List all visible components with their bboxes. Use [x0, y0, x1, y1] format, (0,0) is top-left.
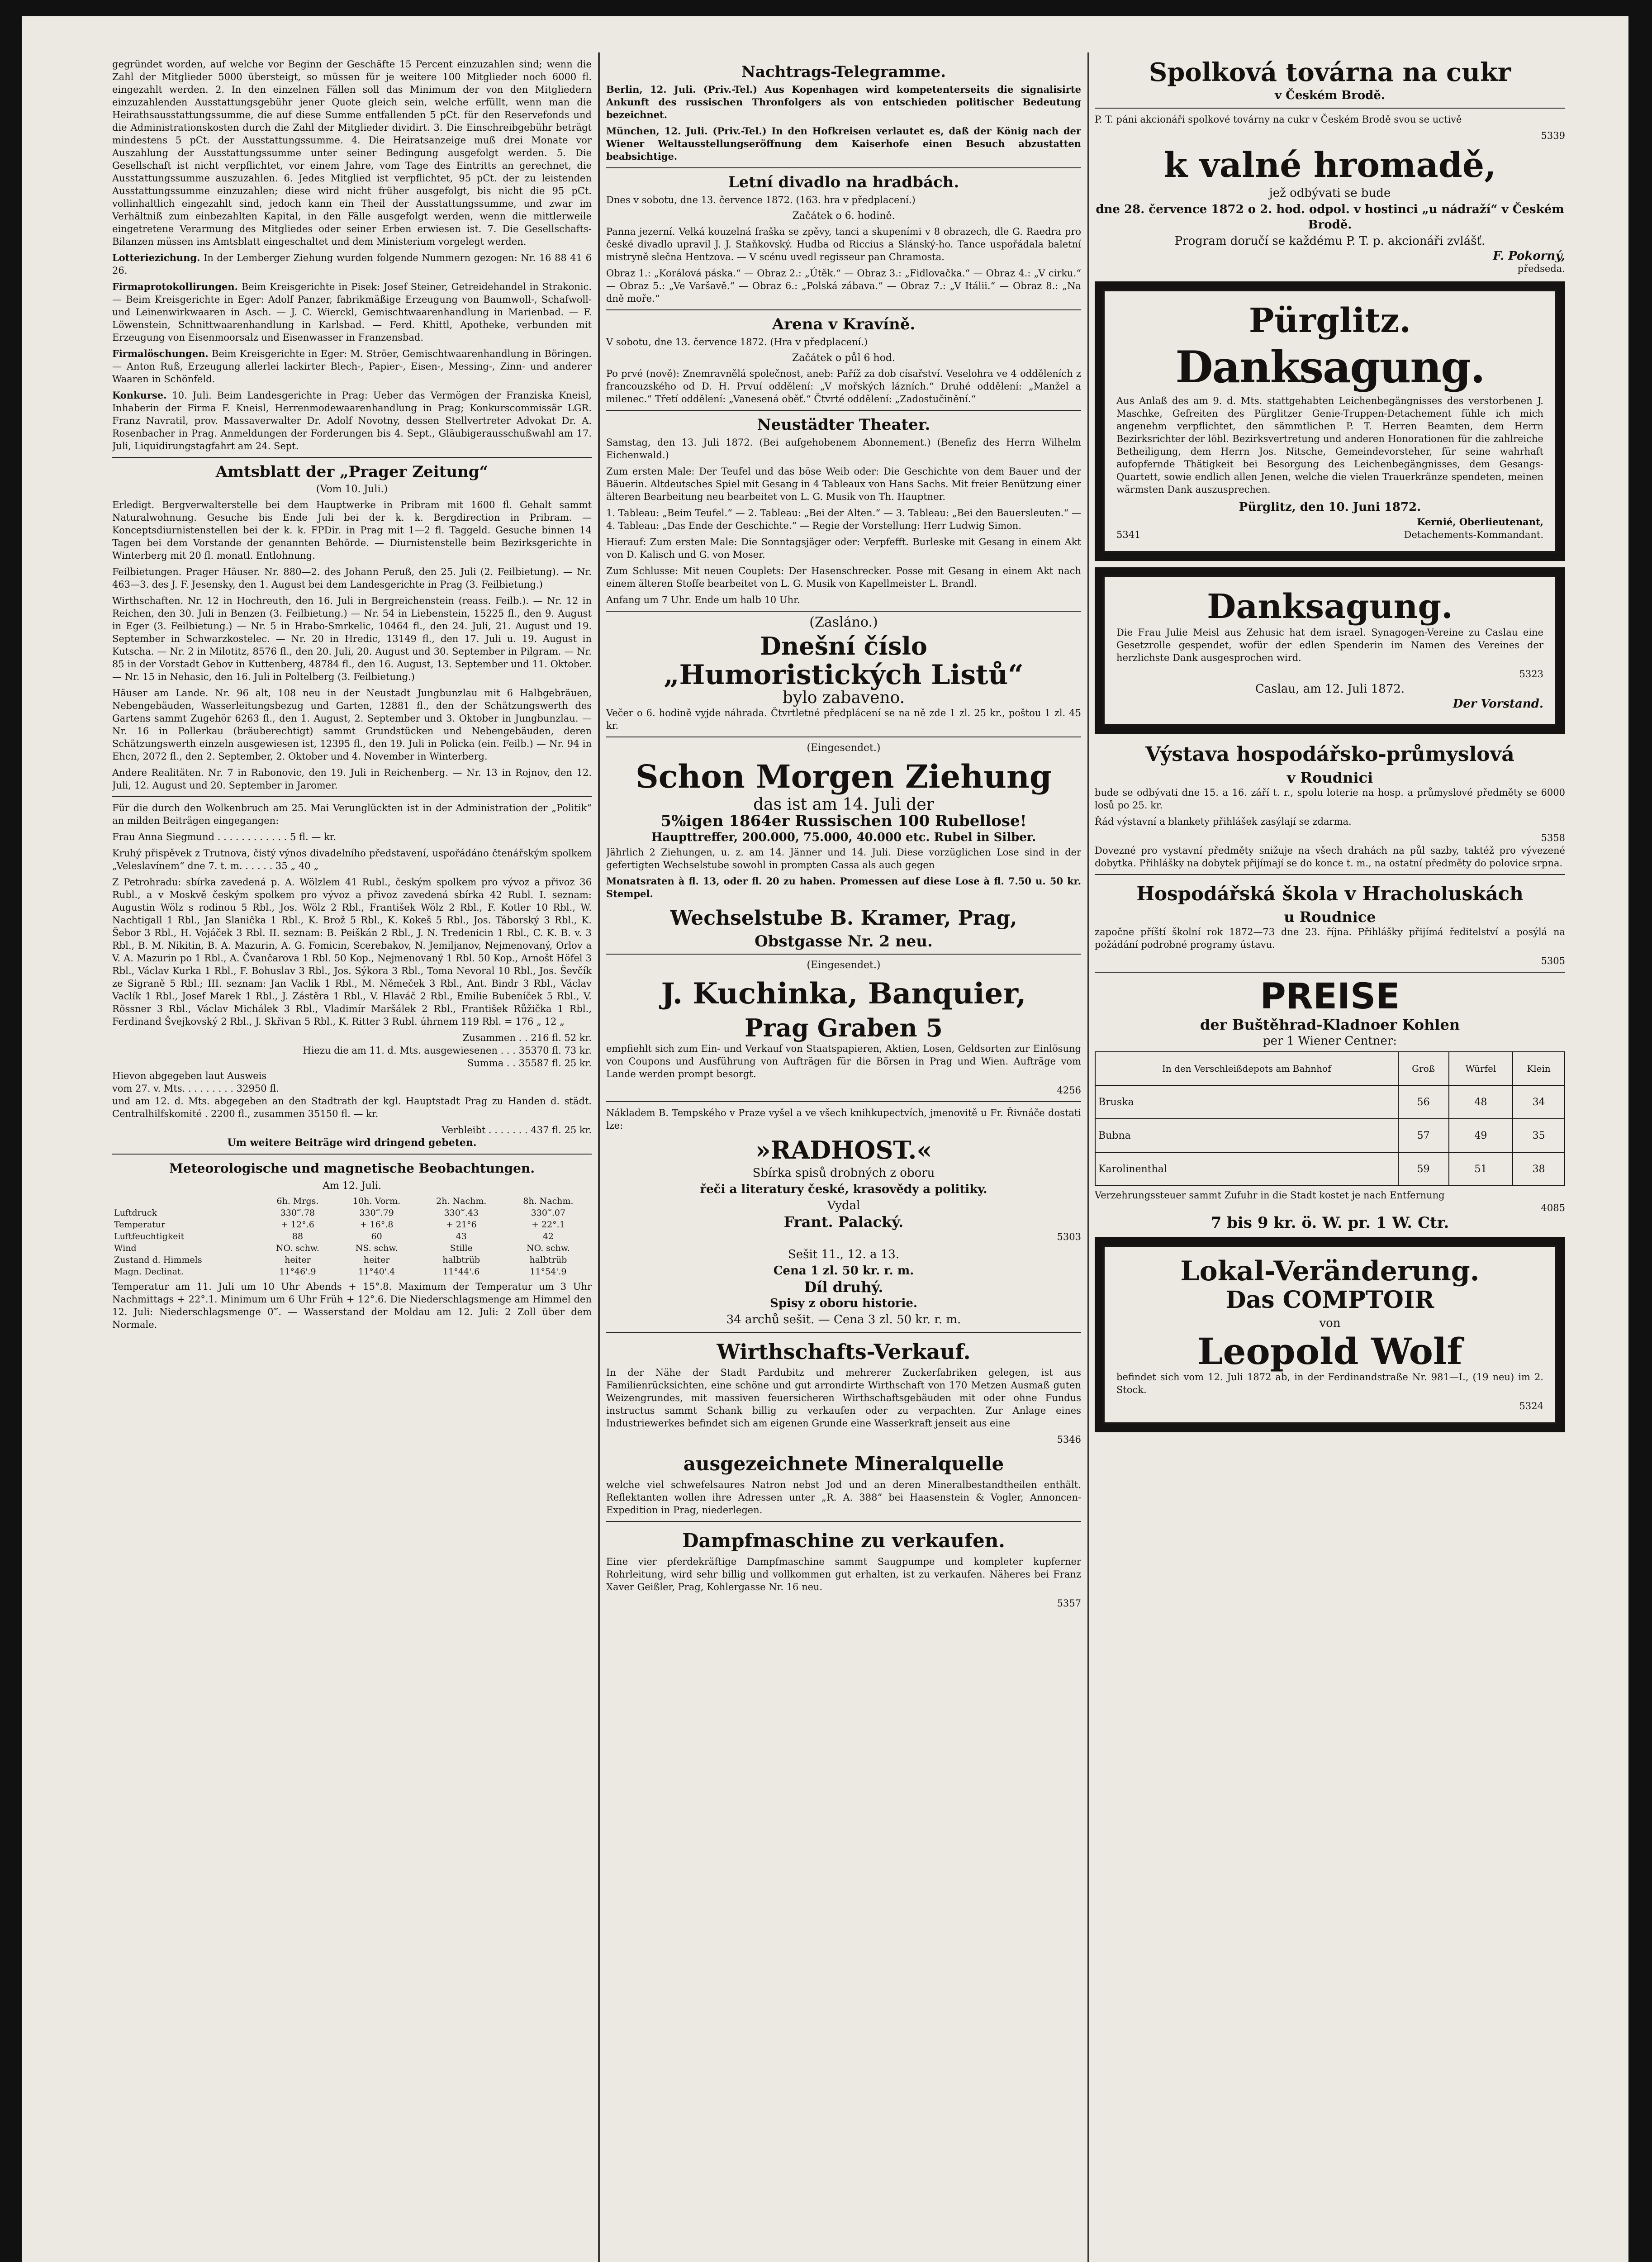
danksagung-text: Aus Anlaß des am 9. d. Mts. stattgehabten Leichenbegängnisses des verstorbenen J. Maschke, Gefreiten des Pürglitzer Genie-Truppen-Detachement fühle ich mich angenehm verpflichtet, den sämmtlichen P. T. Herren Beamten, dem Herrn Bezirksrichter der löbl. Bezirksvertretung und anderen Honorationen für die zahlreiche Betheiligung, dem Herrn Jos. Nitsche, Gemeindevorsteher, für seine wahrhaft aufopfernde Thätigkeit bei Besorgung des Leichenbegängnisses, dem Gesangs-Quartett, sowie endlich allen Jenen, welche die vielen Trauerkränze spendeten, meinen wärmsten Dank auszusprechen. [1116, 395, 1543, 495]
price-cell: 38 [1513, 1152, 1565, 1186]
lokal-text: befindet sich vom 12. Juli 1872 ab, in der Ferdinandstraße Nr. 981—I., (19 neu) im 2. Stock. [1116, 1372, 1543, 1395]
price-table [1095, 1051, 1565, 1186]
hospodarska-number: 5305 [1541, 955, 1565, 966]
per-centner: per 1 Wiener Centner: [1263, 1034, 1397, 1048]
loeschung-text: Beim Kreisgerichte in Eger: M. Ströer, Gemischtwaarenhandlung in Böringen. — Anton Ruß, Erzeugung allerlei lackirter Blech-, Papier-, Eisen-, Messing-, Zinn- und anderer Waaren in Schönfeld. [112, 348, 592, 385]
hospodarska-heading: Hospodářská škola v Hracholuskách [1136, 883, 1524, 905]
purglitz-heading: Pürglitz. [1248, 301, 1411, 340]
comptoir-heading: Das COMPTOIR [1225, 1286, 1434, 1314]
arena-title: Arena v Kravíně. [772, 315, 916, 333]
divider [606, 1521, 1081, 1522]
humoristicke-heading: „Humoristických Listů“ [664, 659, 1024, 691]
wirthschaft-number: 5346 [1057, 1434, 1081, 1445]
realitaeten-text: Andere Realitäten. Nr. 7 in Rabonovic, den 19. Juli in Reichenberg. — Nr. 13 in Rojnov, den 12. Juli, 12. August und 20. September in Jaromer. [112, 767, 592, 791]
divider [606, 611, 1081, 612]
meteo-header-row [112, 1195, 592, 1207]
nakladem-text: Nákladem B. Tempského v Praze vyšel a ve všech knihkupectvích, jmenovitě u Fr. Řivnáče dostati lze: [606, 1107, 1081, 1131]
spolkova-role: předseda. [1517, 263, 1565, 274]
konkurs-paragraph [112, 389, 592, 452]
amtsblatt-text: Erledigt. Bergverwalterstelle bei dem Hauptwerke in Pribram mit 1600 fl. Gehalt sammt Naturalwohnung. Gesuche bis Ende Juli bei der k. k. Bergdirection in Pribram. — Konceptsdiurnistenstellen bei der k. k. FPDir. in Prag mit 1—2 fl. Taggeld. Gesuche binnen 14 Tagen bei dem Vorstande der genannten Behörde. — Diurnistenstelle beim Bezirksgerichte in Winterberg mit 20 fl. monatl. Entlohnung. [112, 499, 592, 561]
leopold-wolf: Leopold Wolf [1197, 1330, 1462, 1373]
price-cell: Karolinenthal [1095, 1152, 1398, 1186]
lokal-heading: Lokal-Veränderung. [1180, 1255, 1480, 1287]
spolkova-text: P. T. páni akcionáři spolkové továrny na cukr v Českém Brodě svou se uctivě [1095, 114, 1462, 125]
purglitz-ad [1095, 281, 1565, 561]
meteo-header: 10h. Vorm. [353, 1196, 401, 1206]
protokoll-text: Beim Kreisgerichte in Pisek: Josef Steiner, Getreidehandel in Strakonic. — Beim Kreisgerichte in Eger: Adolf Panzer, fabrikmäßige Erzeugung von Baumwoll-, Schafwoll- und Leinenwirkwaaren in Asch. — J. C. Wierckl, Gemischtwaarenhandlung in Marienbad. — F. Löwenstein, Schnittwaarenhandlung in Karlsbad. — Ferd. Khittl, Apotheke, verbunden mit Erzeugung von Eisenmoorsalz und Eisenwasser in Franzensbad. [112, 281, 592, 343]
protokoll-paragraph [112, 280, 592, 344]
palacky: Frant. Palacký. [783, 1213, 904, 1231]
vystava-number: 5358 [1541, 832, 1565, 843]
vystava-text-2: Řád výstavní a blankety přihlášek zasýlají se zdarma. [1095, 816, 1352, 827]
meteo-cell: 330‴.07 [531, 1208, 566, 1218]
price-header-row [1095, 1052, 1565, 1085]
donation-appeal: Um weitere Beiträge wird dringend gebeten. [227, 1137, 477, 1149]
konkurs-label: Konkurse. [112, 390, 167, 401]
meteo-title: Meteorologische und magnetische Beobachtungen. [169, 1161, 535, 1176]
eingesendet-label: (Eingesendet.) [807, 742, 881, 754]
telegram-berlin: Berlin, 12. Juli. (Priv.-Tel.) Aus Kopenhagen wird kompetenterseits die signalisirte Ankunft des russischen Thronfolgers als von entschieden politischer Bedeutung bezeichnet. [606, 84, 1081, 120]
meteo-notes: Temperatur am 11. Juli um 10 Uhr Abends + 15°.8. Maximum der Temperatur um 3 Uhr Nachmittags + 22°.1. Minimum um 6 Uhr Früh + 12°.6. Die Niederschlagsmenge am Himmel den 12. Juli: Niederschlagsmenge 0‴. — Wasserstand der Moldau am 12. Juli: 2 Zoll über dem Normale. [112, 1281, 592, 1330]
price-row [1095, 1085, 1565, 1119]
lottery-text: In der Lemberger Ziehung wurden folgende Nummern gezogen: Nr. 16 88 41 6 26. [112, 252, 592, 276]
price-cell: Bruska [1095, 1085, 1398, 1119]
divider [1095, 874, 1565, 875]
meteo-row [112, 1254, 592, 1266]
divider [1095, 972, 1565, 973]
divider [112, 457, 592, 458]
donation-hievon: Hievon abgegeben laut Ausweis [112, 1070, 267, 1081]
price-cell: 56 [1398, 1085, 1449, 1119]
dampfmaschine-heading: Dampfmaschine zu verkaufen. [682, 1530, 1005, 1552]
spolkova-heading: Spolková továrna na cukr [1149, 58, 1511, 87]
zufuhr-price: 7 bis 9 kr. ö. W. pr. 1 W. Ctr. [1211, 1214, 1449, 1232]
price-cell: 59 [1398, 1152, 1449, 1186]
meteo-cell: + 16°.8 [360, 1220, 394, 1230]
neustadter-title: Neustädter Theater. [757, 416, 930, 434]
neustadter-text: Zum ersten Male: Der Teufel und das böse Weib oder: Die Geschichte von dem Bauer und der Bäuerin. Altdeutsches Spiel mit Gesang in 4 Tableaux von Hans Sachs. Mit freier Benützung einer älteren Bearbeitung neu bearbeitet von L. G. Musik von Th. Hauptner. [606, 466, 1081, 502]
meteo-cell: 11°44'.6 [443, 1267, 480, 1277]
wolkenbruch-text: Für die durch den Wolkenbruch am 25. Mai Verunglückten ist in der Administration der „Politik“ an milden Beiträgen eingegangen: [112, 803, 592, 826]
column-right [1095, 58, 1565, 2262]
loeschung-label: Firmalöschungen. [112, 348, 209, 359]
preise-heading: PREISE [1260, 976, 1400, 1017]
spolkova-text-3: dne 28. července 1872 o 2. hod. odpol. v hostinci „u nádraží“ v Českém Brodě. [1096, 203, 1564, 232]
lottery-label: Lotteriezichung. [112, 252, 200, 263]
meteo-cell: NS. schw. [355, 1243, 398, 1253]
kohlen-heading: der Buštěhrad-Kladnoer Kohlen [1200, 1016, 1460, 1033]
ziehung-date: das ist am 14. Juli der [753, 795, 934, 814]
radhost-sub: Sbírka spisů drobných z oboru [752, 1166, 935, 1180]
spolkova-text-4: Program doručí se každému P. T. p. akcionáři zvlášť. [1174, 234, 1486, 248]
donation-entry: Frau Anna Siegmund . . . . . . . . . . . . 5 fl. — kr. [112, 832, 337, 842]
lokal-ad-inner [1103, 1245, 1557, 1424]
meteo-cell: Temperatur [114, 1220, 166, 1230]
newspaper-page [22, 16, 1628, 2262]
spolkova-signature: F. Pokorný, [1493, 249, 1565, 263]
obstgasse: Obstgasse Nr. 2 neu. [755, 932, 933, 950]
letni-date: Dnes v sobotu, dne 13. července 1872. (163. hra v předplacení.) [606, 195, 916, 205]
divider [1095, 108, 1565, 109]
meteo-cell: 11°40'.4 [358, 1267, 395, 1277]
danksagung-place: Pürglitz, den 10. Juni 1872. [1239, 500, 1421, 514]
donation-remaining: Verbleibt . . . . . . . 437 fl. 25 kr. [441, 1125, 592, 1136]
vecer-text: Večer o 6. hodině vyjde náhrada. Čtvrtletné předplácení se na ně zde 1 zl. 25 kr., poštou 1 zl. 45 kr. [606, 708, 1081, 731]
meteo-cell: 42 [542, 1231, 554, 1241]
price-cell: 35 [1513, 1119, 1565, 1152]
meteo-cell: 11°54'.9 [530, 1267, 567, 1277]
meteo-cell: halbtrüb [529, 1255, 567, 1265]
meteo-cell: Magn. Declinat. [114, 1267, 184, 1277]
protokoll-label: Firmaprotokollirungen. [112, 281, 238, 292]
vystava-heading: Výstava hospodářsko-průmyslová [1145, 743, 1514, 766]
lokal-number: 5324 [1519, 1401, 1543, 1411]
meteo-cell: heiter [363, 1255, 390, 1265]
arena-text: Po prvé (nově): Znemravnělá společnost, aneb: Paříž za dob císařství. Veselohra ve 4 odděleních z francouzského od D. H. Prvuí oddělení: „V mořských lázních.“ Druhé oddělení: „Manžel a milenec.“ Třetí oddělení: „Vanesená oběť.“ Čtvrté oddělení: „Zadostučinění.“ [606, 368, 1081, 404]
price-header: Würfel [1449, 1052, 1513, 1085]
zabaveno-text: bylo zabaveno. [782, 689, 905, 707]
loeschung-paragraph [112, 347, 592, 385]
price-cell: 34 [1513, 1085, 1565, 1119]
haeuser-text: Häuser am Lande. Nr. 96 alt, 108 neu in der Neustadt Jungbunzlau mit 6 Halbgebräuen, Nebengebäuden, Wasserleitungsbezug und Garten, 12881 fl., den der Schätzungswerth des Gartens sammt Zugehör 6263 fl., den 1. August, 2. September und 3. Oktober in Jungbunzlau. — Nr. 16 in Pollerkau (bräuberechtigt) sammt Grundstücken und Nebengebäuden, deren Schätzungswerth einzeln ausgewiesen ist, 12395 fl., den 19. Juli in Policka (ein. Feilb.) — Nr. 94 in Ehcn, 2072 fl., den 2. September, 2. Oktober und 4. November in Winterberg. [112, 688, 592, 762]
price-header: In den Verschleißdepots am Bahnhof [1095, 1052, 1398, 1085]
neustadter-schluss: Zum Schlusse: Mit neuen Couplets: Der Hasenschrecker. Posse mit Gesang in einem Akt nach einem älteren Stoffe bearbeitet von L. G. Musik von Kapellmeister L. Brandl. [606, 566, 1081, 589]
meteo-header: 2h. Nachm. [436, 1196, 487, 1206]
meteo-header [112, 1195, 260, 1207]
neustadter-tableaux: 1. Tableau: „Beim Teufel.“ — 2. Tableau: „Bei der Alten.“ — 3. Tableau: „Bei den Bauersleuten.“ — 4. Tableau: „Das Ende der Geschichte.“ — Regie der Vorstellung: Herr Ludwig Simon. [606, 508, 1081, 531]
donation-sum: Summa . . 35587 fl. 25 kr. [467, 1058, 592, 1069]
price-header: Klein [1513, 1052, 1565, 1085]
donation-entry: Z Petrohradu: sbírka zavedená p. A. Wölzlem 41 Rubl., českým spolkem pro vývoz a přivoz 36 Rubl., a v Moskvě českým spolkem pro vývoz a přivoz zavedená sbírka 42 Rubl. I. seznam: Augustin Wölz s rodinou 5 Rbl., Jos. Wölz 2 Rbl., František Wölz 2 Rbl., F. Kotler 10 Rbl., W. Nachtigall 1 Rbl., Jan Slanička 1 Rbl., K. Brož 5 Rbl., K. Kokeš 5 Rbl., Jos. Táborský 3 Rbl., K. Šebor 3 Rbl., H. Vojáček 3 Rbl. II. seznam: B. Peiškán 2 Rbl., J. N. Tredenicin 1 Rbl., C. K. B. v. 3 Rbl., B. M. Nikitin, B. A. Mazurin, A. G. Fomicin, Scerebakov, N. Jemiljanov, Nejmenovaný, Orlov a V. A. Mazurin po 1 Rbl., A. Čvančarova 1 Rbl. 50 Kop., Nejmenovaný 1 Rbl. 50 Kop., Arnošt Höfel 3 Rbl., Václav Kurka 1 Rbl., F. Bohuslav 3 Rbl., Jos. Sýkora 3 Rbl., Toma Nevoral 10 Rbl., Jos. Ševčík ze Sigraně 5 Rbl.; III. seznam: Jan Vaclik 1 Rbl., M. Němeček 3 Rbl., Ant. Bindr 3 Rbl., Václav Vaclík 1 Rbl., Josef Marek 1 Rbl., J. Zástěra 1 Rbl., V. Hlaváč 2 Rbl., Emilie Bubeníček 5 Rbl., V. Rössner 3 Rbl., Václav Michálek 3 Rbl., Vladimír Maršálek 2 Rbl., František Růžička 1 Rbl., Ferdinand Švejkovský 2 Rbl., J. Skřivan 5 Rbl., K. Ritter 3 Rubl. úhrnem 119 Rbl. = 176 „ 12 „ [112, 877, 592, 1027]
letni-title: Letní divadlo na hradbách. [728, 173, 959, 191]
telegram-title: Nachtrags-Telegramme. [741, 63, 946, 81]
column-left [112, 58, 592, 2262]
column-rule [598, 52, 600, 2262]
vydal: Vydal [827, 1199, 860, 1212]
vystava-text: bude se odbývati dne 15. a 16. září t. r., spolu loterie na hosp. a průmyslové předměty se 6000 losů po 25. kr. [1095, 787, 1565, 811]
meteo-cell: heiter [285, 1255, 311, 1265]
divider [606, 1101, 1081, 1102]
feilbietungen-text: Feilbietungen. Prager Häuser. Nr. 880—2. des Johann Peruß, den 25. Juli (2. Feilbietung). — Nr. 463—3. des J. F. Jesensky, den 1. August bei dem Landesgerichte in Prag (3. Feilbietung.) [112, 566, 592, 590]
caslau-ad [1095, 567, 1565, 734]
spolkova-sub: v Českém Brodě. [1275, 89, 1385, 102]
meteo-table [112, 1195, 592, 1278]
zufuhr-number: 4085 [1541, 1202, 1565, 1213]
zaslano-label: (Zasláno.) [809, 614, 878, 630]
meteo-cell: Zustand d. Himmels [114, 1255, 202, 1265]
danksagung-text: Die Frau Julie Meisl aus Zehusic hat dem israel. Synagogen-Vereine zu Caslau eine Gesetzrolle gespendet, wofür der edlen Spenderin im Namen des Vereines der herzlichste Dank ausgesprochen wird. [1116, 627, 1543, 663]
price-cell: 51 [1449, 1152, 1513, 1186]
meteo-row [112, 1266, 592, 1278]
danksagung-heading: Danksagung. [1207, 587, 1453, 626]
caslau-ad-inner [1103, 575, 1557, 726]
konkurs-text: 10. Juli. Beim Landesgerichte in Prag: Ueber das Vermögen der Franziska Kneisl, Inhaberin der Firma F. Kneisl, Herrenmodewaarenhandlung in Prag; Konkurscommissär LGR. Franz Navratil, prov. Massaverwalter Dr. Adolf Novotny, dessen Stellvertreter Advokat Dr. A. Rosenbacher in Prag. Anmeldungen der Forderungen bis 4. Sept., Gläubigerausschußwahl am 17. Juli, Liquidirungstagfahrt am 24. Sept. [112, 390, 592, 451]
eingesendet-label: (Eingesendet.) [807, 960, 881, 971]
meteo-row [112, 1231, 592, 1242]
meteo-row [112, 1242, 592, 1254]
mineralquelle-text: welche viel schwefelsaures Natron nebst Jod und an deren Mineralbestandtheilen enthält. Reflektanten wollen ihre Adressen unter „R. A. 388“ bei Haasenstein & Vogler, Annoncen-Expedition in Prag, niederlegen. [606, 1479, 1081, 1516]
meteo-header: 8h. Nachm. [523, 1196, 574, 1206]
divider [606, 410, 1081, 411]
von-label: von [1319, 1316, 1341, 1330]
danksagung-place: Caslau, am 12. Juli 1872. [1255, 682, 1405, 696]
radhost-heading: »RADHOST.« [755, 1136, 932, 1164]
danksagung-footer [1116, 528, 1543, 541]
price-cell: 57 [1398, 1119, 1449, 1152]
neustadter-date: Samstag, den 13. Juli 1872. (Bei aufgehobenem Abonnement.) (Benefiz des Herrn Wilhelm Eichenwald.) [606, 437, 1081, 461]
dampfmaschine-number: 5357 [1057, 1598, 1081, 1609]
neustadter-time: Anfang um 7 Uhr. Ende um halb 10 Uhr. [606, 594, 800, 605]
valne-hromada: k valné hromadě, [1163, 145, 1496, 185]
meteo-row [112, 1207, 592, 1219]
price-cell: 49 [1449, 1119, 1513, 1152]
danksagung-signature: Der Vorstand. [1453, 697, 1543, 711]
meteo-cell: 88 [292, 1231, 304, 1241]
meteo-cell: + 12°.6 [281, 1220, 314, 1230]
divider [112, 796, 592, 797]
spolkova-text-2: jež odbývati se bude [1269, 186, 1391, 200]
mineralquelle-heading: ausgezeichnete Mineralquelle [683, 1453, 1004, 1475]
wirthschaft-text: In der Nähe der Stadt Pardubitz und mehrerer Zuckerfabriken gelegen, ist aus Familienrücksichten, eine schöne und gut arrondirte Wirthschaft von 170 Metzen Ausmaß guten Weizengrundes, mit massiven feuersicheren Wirthschaftsgebäuden mit oder ohne Fundus instructus sammt Schank billig zu verkaufen oder zu verpachten. Zur Anlage eines Industriewerkes befindet sich am eigenen Grunde eine Wasserkraft jenseit aus eine [606, 1367, 1081, 1429]
meteo-cell: 43 [456, 1231, 467, 1241]
spisy: Spisy z oboru historie. [770, 1297, 917, 1310]
meteo-cell: 330‴.43 [444, 1208, 479, 1218]
ziehung-heading: Schon Morgen Ziehung [636, 758, 1052, 795]
kuchinka-heading: J. Kuchinka, Banquier, [661, 977, 1026, 1011]
dnesni-heading: Dnešní číslo [760, 632, 927, 661]
donation-total: Zusammen . . 216 fl. 52 kr. [462, 1032, 592, 1043]
ziehungen-text: Jährlich 2 Ziehungen, u. z. am 14. Jänner und 14. Juli. Diese vorzüglichen Lose sind in der gefertigten Wechselstube sowohl in prompten Cassa als auch gegen [606, 847, 1081, 870]
wirthschaften-text: Wirthschaften. Nr. 12 in Hochreuth, den 16. Juli in Bergreichenstein (reass. Feilb.). — Nr. 12 in Reichen, den 30. Juli in Benzen (3. Feilbietung.) — Nr. 54 in Liebenstein, 15225 fl., den 9. August in Eger (3. Feilbietung.) — Nr. 5 in Hrabo-Smrkelic, 10464 fl., den 24. Juli, 21. August und 19. September in Schwarzkostelec. — Nr. 20 in Hredic, 13149 fl., den 17. Juli u. 19. August in Kutscha. — Nr. 2 in Milotitz, 8576 fl., den 20. Juli, 20. August und 30. September in Pilgram. — Nr. 85 in der Vorstadt Gebov in Kuttenberg, 48784 fl., den 16. August, 13. September und 11. Oktober. — Nr. 15 in Nehasic, den 16. Juli in Poltelberg (3. Feilbietung.) [112, 595, 592, 682]
kuchinka-text: empfiehlt sich zum Ein- und Verkauf von Staatspapieren, Aktien, Losen, Geldsorten zur Einlösung von Coupons und Ausführung von Aufträgen für die Börsen in Prag und Wien. Aufträge vom Lande werden prompt besorgt. [606, 1043, 1081, 1079]
danksagung-number: 5341 [1116, 529, 1141, 540]
prag-graben: Prag Graben 5 [745, 1013, 943, 1042]
arena-date: V sobotu, dne 13. července 1872. (Hra v předplacení.) [606, 337, 868, 347]
danksagung-heading: Danksagung. [1175, 342, 1485, 393]
divider [606, 1332, 1081, 1333]
meteo-cell: NO. schw. [276, 1243, 319, 1253]
amtsblatt-date: (Vom 10. Juli.) [316, 484, 388, 495]
amtsblatt-title: Amtsblatt der „Prager Zeitung“ [215, 463, 489, 481]
arena-start: Začátek o půl 6 hod. [792, 352, 896, 364]
divider [112, 1154, 592, 1155]
meteo-cell: Luftdruck [114, 1208, 157, 1218]
lokal-ad [1095, 1237, 1565, 1432]
divider [606, 309, 1081, 310]
donation-entry: Kruhý přispěvek z Trutnova, čistý výnos divadelního představení, uspořádáno čtenářským spolkem „Veleslavínem“ dne 7. t. m. . . . . . 35 „ 40 „ [112, 848, 592, 871]
meteo-row [112, 1219, 592, 1231]
letni-start: Začátek o 6. hodině. [792, 210, 895, 222]
meteo-cell: NO. schw. [526, 1243, 570, 1253]
kuchinka-number: 4256 [1057, 1085, 1081, 1096]
meteo-cell: + 22°.1 [532, 1220, 565, 1230]
lottery-paragraph [112, 252, 592, 277]
donation-hievon-1: vom 27. v. Mts. . . . . . . . . 32950 fl. [112, 1083, 279, 1094]
wirthschaft-heading: Wirthschafts-Verkauf. [717, 1340, 971, 1364]
purglitz-ad-inner [1103, 290, 1557, 553]
hospodarska-text: započne příští školní rok 1872—73 dne 23. října. Přihlášky přijímá ředitelství a posýlá na požádání podrobné programy ústavu. [1095, 927, 1565, 950]
spolkova-number: 5339 [1541, 130, 1565, 141]
vystava-text-3: Dovezné pro vystavní předměty snižuje na všech drahách na půl sazby, taktéž pro vývezené dobytka. Přihlášky na dobytek přijímají se do konce t. m., na ostatní předměty do polovice srpna. [1095, 845, 1565, 869]
meteo-header: 6h. Mrgs. [276, 1196, 319, 1206]
column-middle [606, 58, 1081, 2262]
danksagung-signature: Kernié, Oberlieutenant, [1417, 516, 1543, 527]
price-cell: 48 [1449, 1085, 1513, 1119]
meteo-cell: 11°46'.9 [279, 1267, 316, 1277]
letni-obrazy: Obraz 1.: „Korálová páska.“ — Obraz 2.: „Útěk.“ — Obraz 3.: „Fidlovačka.“ — Obraz 4.: „V cirku.“ — Obraz 5.: „Ve Varšavě.“ — Obraz 6.: „Polská zábava.“ — Obraz 7.: „V Itálii.“ — Obraz 8.: „Na dně moře.“ [606, 268, 1081, 304]
meteo-cell: halbtrüb [442, 1255, 480, 1265]
radhost-number: 5303 [1057, 1231, 1081, 1242]
wechselstube: Wechselstube B. Kramer, Prag, [670, 907, 1017, 930]
dil: Díl druhý. [804, 1278, 883, 1296]
column-rule [1087, 52, 1089, 2262]
hospodarska-place: u Roudnice [1284, 908, 1376, 926]
cena: Cena 1 zl. 50 kr. r. m. [773, 1264, 914, 1278]
price-row [1095, 1119, 1565, 1152]
price-cell: Bubna [1095, 1119, 1398, 1152]
letni-text: Panna jezerní. Velká kouzelná fraška se zpěvy, tanci a skupeními v 8 obrazech, dle G. Raedra pro české divadlo upravil J. J. Staňkovský. Hudba od Riccius a Slánský-ho. Tance uspořádala baletní mistryně slečna Hentzova. — V scénu uvedl regisseur pan Chramosta. [606, 226, 1081, 262]
radhost-sub: řeči a literatury české, krasovědy a politiky. [700, 1183, 987, 1196]
neustadter-hierauf: Hierauf: Zum ersten Male: Die Sonntagsjäger oder: Verpfefft. Burleske mit Gesang in einem Akt von D. Kalisch und G. von Moser. [606, 537, 1081, 560]
meteo-cell: + 21°6 [446, 1220, 477, 1230]
russ-lose: 5%igen 1864er Russischen 100 Rubellose! [660, 812, 1027, 830]
donation-previous: Hiezu die am 11. d. Mts. ausgewiesenen . . . 35370 fl. 73 kr. [303, 1045, 592, 1056]
donation-hievon-2: und am 12. d. Mts. abgegeben an den Stadtrath der kgl. Hauptstadt Prag zu Handen d. städt. Centralhilfskomité . 2200 fl., zusammen 35150 fl. — kr. [112, 1096, 592, 1119]
meteo-cell: Luftfeuchtigkeit [114, 1231, 185, 1241]
vystava-place: v Roudnici [1286, 769, 1373, 786]
divider [606, 167, 1081, 168]
meteo-cell: 330‴.79 [359, 1208, 394, 1218]
price-header: Groß [1398, 1052, 1449, 1085]
meteo-date: Am 12. Juli. [323, 1180, 381, 1192]
price-row [1095, 1152, 1565, 1186]
dampfmaschine-text: Eine vier pferdekräftige Dampfmaschine sammt Saugpumpe und kompleter kupferner Rohrleitung, wird sehr billig und vollkommen gut erhalten, ist zu verkaufen. Näheres bei Franz Xaver Geißler, Prag, Kohlergasse Nr. 16 neu. [606, 1556, 1081, 1592]
danksagung-number: 5323 [1519, 669, 1543, 680]
danksagung-role: Detachements-Kommandant. [1404, 529, 1543, 540]
intro-paragraph: gegründet worden, auf welche vor Beginn der Geschäfte 15 Percent einzuzahlen sind; wenn die Zahl der Mitglieder 5000 übersteigt, so müssen für je weitere 100 Mitglieder noch 6000 fl. eingezahlt werden. 2. In den einzelnen Fällen soll das Minimum der von den Mitgliedern einzuzahlenden Ausstattungsgebühr jener Quote gleich sein, welche erfüllt, wenn man die Heirathsausstattungssumme, die auf diese Summe entfallenden 5 pCt. für den Reservefonds und die Administrationskosten durch die Zahl der Mitglieder dividirt. 3. Die Einschreibgebühr beträgt mindestens 5 pCt. der Ausstattungssumme. 4. Die Heiratsanzeige muß drei Monate vor Auszahlung der Ausstattungssumme unter seiner Bedingung ausgefolgt werden. 5. Die Gesellschaft ist nicht verpflichtet, vor einem Jahre, vom Tage des Eintritts an gerechnet, die Ausstattungssumme auszuzahlen. 6. Jedes Mitglied ist verpflichtet, 95 pCt. der zu leistenden Ausstattungssumme einzuzahlen; diese wird nicht früher ausgefolgt, bis nicht die 95 pCt. vollinhaltlich eingezahlt sind, jedoch kann ein Theil der Ausstattungssumme, und zwar im Verhältniß zum einbezahlten Kapital, in den Fälle ausgefolgt werden, wenn die mittlerweile eingetretene Verarmung des Mitgliedes oder seiner Erben erwiesen ist. 7. Die Gesellschafts-Bilanzen müssen ins Amtsblatt eingeschaltet und dem Ministerium vorgelegt werden. [112, 59, 592, 247]
meteo-cell: Wind [114, 1243, 137, 1253]
archu: 34 archů sešit. — Cena 3 zl. 50 kr. r. m. [726, 1313, 961, 1326]
sesit: Sešit 11., 12. a 13. [788, 1248, 900, 1261]
divider [606, 954, 1081, 955]
monatsraten-text: Monatsraten à fl. 13, oder fl. 20 zu haben. Promessen auf diese Lose à fl. 7.50 u. 50 kr. Stempel. [606, 875, 1081, 899]
haupttreffer: Haupttreffer, 200.000, 75.000, 40.000 etc. Rubel in Silber. [651, 831, 1036, 844]
meteo-cell: 330‴.78 [280, 1208, 315, 1218]
meteo-cell: Stille [450, 1243, 473, 1253]
meteo-cell: 60 [371, 1231, 382, 1241]
telegram-muenchen: München, 12. Juli. (Priv.-Tel.) In den Hofkreisen verlautet es, daß der König nach der Wiener Weltausstellungseröffnung dem Kaiserhofe einen Besuch abzustatten beabsichtige. [606, 125, 1081, 162]
zufuhr-text: Verzehrungssteuer sammt Zufuhr in die Stadt kostet je nach Entfernung [1095, 1190, 1445, 1201]
